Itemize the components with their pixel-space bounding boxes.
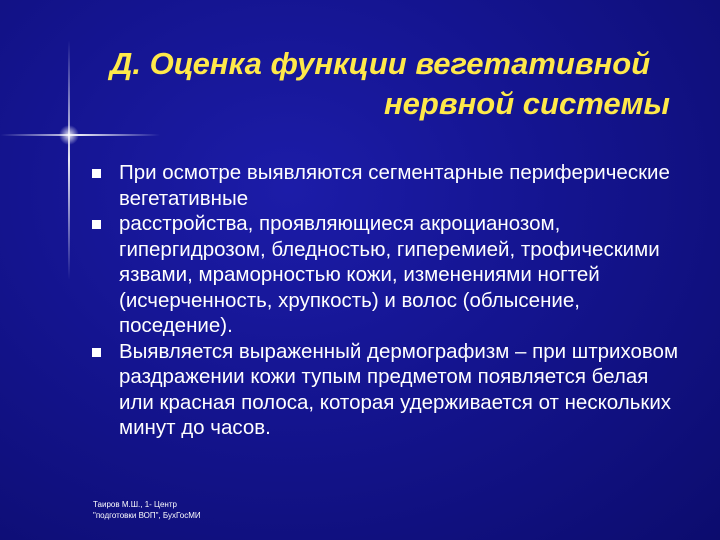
bullet-text: При осмотре выявляются сегментарные периферические вегетативные bbox=[119, 161, 670, 210]
slide-title bbox=[110, 44, 670, 124]
footer-line-1: Таиров М.Ш., 1- Центр bbox=[93, 500, 177, 509]
bullet-text: Выявляется выраженный дермографизм – при штриховом раздражении кожи тупым предметом появляется белая или красная полоса, которая удерживается от нескольких минут до часов. bbox=[119, 339, 679, 439]
title-line-1: Д. Оценка функции вегетативной bbox=[110, 46, 651, 81]
bullet-list bbox=[92, 160, 682, 441]
square-bullet-icon bbox=[92, 169, 101, 178]
square-bullet-icon bbox=[92, 220, 101, 229]
list-item bbox=[92, 339, 682, 441]
footer-line-2: "подготовки ВОП", БухГосМИ bbox=[93, 511, 201, 520]
bullet-text: расстройства, проявляющиеся акроцианозом, гипергидрозом, бледностью, гиперемией, трофическими язвами, мраморностью кожи, изменениями ногтей (исчерченность, хрупкость) и волос (облысение, поседение). bbox=[119, 212, 660, 337]
list-item bbox=[92, 160, 682, 211]
list-item bbox=[92, 211, 682, 339]
footer-credit bbox=[93, 499, 353, 521]
square-bullet-icon bbox=[92, 348, 101, 357]
title-line-2: нервной системы bbox=[383, 86, 670, 121]
